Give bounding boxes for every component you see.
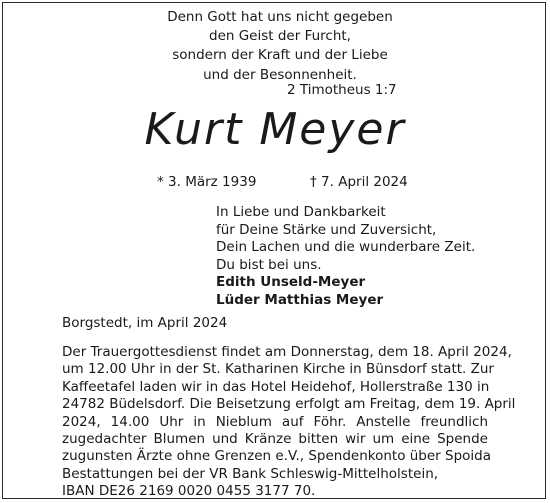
notice-line: 2024, 14.00 Uhr in Nieblum auf Föhr. Anstelle freundlich (62, 413, 488, 430)
deceased-name: Kurt Meyer (144, 104, 406, 155)
poem-line: In Liebe und Dankbarkeit (216, 204, 386, 220)
notice-line: IBAN DE26 2169 0020 0455 3177 70. (62, 483, 316, 500)
notice-line: zugunsten Ärzte ohne Grenzen e.V., Spendenkonto über Spoida (62, 448, 492, 465)
birth-date: * 3. März 1939 (157, 174, 257, 190)
signatory-name: Lüder Matthias Meyer (216, 291, 384, 308)
verse-line: Denn Gott hat uns nicht gegeben (167, 9, 393, 25)
service-notice (62, 344, 516, 501)
poem-line: für Deine Stärke und Zuversicht, (216, 221, 437, 238)
verse-line: sondern der Kraft und der Liebe (172, 47, 388, 64)
poem-line: Dein Lachen und die wunderbare Zeit. (216, 239, 476, 255)
verse-line: den Geist der Furcht, (209, 28, 351, 45)
verse-line: und der Besonnenheit. (203, 66, 357, 83)
notice-line: Kaffeetafel laden wir in das Hotel Heidehof, Hollerstraße 130 in (62, 378, 490, 395)
death-date: † 7. April 2024 (310, 174, 408, 190)
farewell-poem (216, 204, 475, 309)
verse-reference: 2 Timotheus 1:7 (287, 82, 397, 98)
poem-line: Du bist bei uns. (216, 256, 322, 273)
signatory-name: Edith Unseld-Meyer (216, 274, 366, 290)
place-and-date: Borgstedt, im April 2024 (62, 315, 228, 331)
notice-line: Der Trauergottesdienst findet am Donnerstag, dem 18. April 2024, (62, 344, 512, 360)
bible-verse (150, 8, 410, 85)
notice-line: 24782 Büdelsdorf. Die Beisetzung erfolgt am Freitag, dem 19. April (62, 396, 516, 413)
notice-line: zugedachter Blumen und Kränze bitten wir um eine Spende (62, 431, 488, 448)
notice-line: Bestattungen bei der VR Bank Schleswig-Mittelholstein, (62, 465, 439, 482)
notice-line: um 12.00 Uhr in der St. Katharinen Kirche in Bünsdorf statt. Zur (62, 361, 494, 378)
